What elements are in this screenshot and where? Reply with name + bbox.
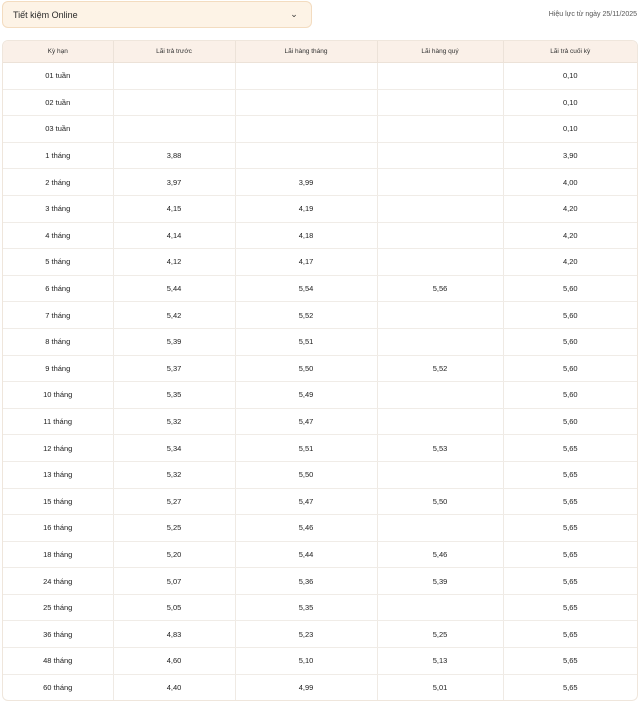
rate-cell: 4,60 — [113, 648, 235, 675]
rate-cell: 5,35 — [113, 382, 235, 409]
table-row — [3, 89, 637, 116]
term-cell: 03 tuần — [3, 116, 113, 143]
rate-cell — [377, 408, 503, 435]
rate-cell: 5,27 — [113, 488, 235, 515]
term-cell: 60 tháng — [3, 674, 113, 700]
term-cell: 8 tháng — [3, 328, 113, 355]
rate-cell — [377, 222, 503, 249]
rate-cell: 5,20 — [113, 541, 235, 568]
table-row — [3, 355, 637, 382]
term-cell: 25 tháng — [3, 594, 113, 621]
column-header: Lãi hàng tháng — [235, 41, 377, 63]
rate-cell: 0,10 — [503, 116, 637, 143]
rate-cell: 4,20 — [503, 195, 637, 222]
top-bar — [0, 0, 640, 40]
rate-cell: 0,10 — [503, 89, 637, 116]
rate-cell — [377, 328, 503, 355]
rate-cell: 5,65 — [503, 461, 637, 488]
term-cell: 12 tháng — [3, 435, 113, 462]
rate-cell: 5,35 — [235, 594, 377, 621]
rate-cell: 5,25 — [113, 515, 235, 542]
rate-cell: 4,12 — [113, 249, 235, 276]
rate-cell: 5,50 — [377, 488, 503, 515]
rate-cell: 5,44 — [113, 275, 235, 302]
rate-cell: 5,56 — [377, 275, 503, 302]
term-cell: 13 tháng — [3, 461, 113, 488]
rate-cell — [113, 63, 235, 90]
rate-cell — [377, 594, 503, 621]
rate-cell — [377, 195, 503, 222]
table-row — [3, 408, 637, 435]
table-row — [3, 116, 637, 143]
column-header: Kỳ hạn — [3, 41, 113, 63]
rate-cell: 5,53 — [377, 435, 503, 462]
term-cell: 15 tháng — [3, 488, 113, 515]
rate-cell: 4,83 — [113, 621, 235, 648]
rate-cell: 4,20 — [503, 222, 637, 249]
rate-cell: 5,46 — [377, 541, 503, 568]
rate-cell: 5,65 — [503, 541, 637, 568]
column-header: Lãi trả cuối kỳ — [503, 41, 637, 63]
rate-cell: 5,07 — [113, 568, 235, 595]
table-row — [3, 515, 637, 542]
rate-cell: 5,01 — [377, 674, 503, 700]
rate-cell: 5,23 — [235, 621, 377, 648]
term-cell: 3 tháng — [3, 195, 113, 222]
rate-cell: 4,20 — [503, 249, 637, 276]
table-row — [3, 328, 637, 355]
rate-cell — [377, 63, 503, 90]
rate-cell: 4,40 — [113, 674, 235, 700]
rate-cell: 5,44 — [235, 541, 377, 568]
term-cell: 1 tháng — [3, 142, 113, 169]
rate-cell: 5,39 — [113, 328, 235, 355]
table-row — [3, 541, 637, 568]
rate-cell: 5,34 — [113, 435, 235, 462]
rate-cell: 5,50 — [235, 461, 377, 488]
rate-cell — [235, 63, 377, 90]
term-cell: 9 tháng — [3, 355, 113, 382]
table-body — [3, 63, 637, 701]
term-cell: 16 tháng — [3, 515, 113, 542]
rate-cell — [377, 142, 503, 169]
rate-cell: 5,65 — [503, 621, 637, 648]
rate-cell: 5,10 — [235, 648, 377, 675]
rate-cell: 5,49 — [235, 382, 377, 409]
rate-cell — [235, 89, 377, 116]
rate-cell — [377, 302, 503, 329]
rate-cell: 5,60 — [503, 408, 637, 435]
rate-cell: 5,60 — [503, 275, 637, 302]
term-cell: 10 tháng — [3, 382, 113, 409]
rate-cell: 5,47 — [235, 408, 377, 435]
table-row — [3, 275, 637, 302]
rate-cell: 5,36 — [235, 568, 377, 595]
rate-cell: 4,99 — [235, 674, 377, 700]
rate-cell: 5,39 — [377, 568, 503, 595]
term-cell: 48 tháng — [3, 648, 113, 675]
table-row — [3, 594, 637, 621]
rate-cell: 5,60 — [503, 355, 637, 382]
rate-cell: 5,13 — [377, 648, 503, 675]
rate-cell: 5,32 — [113, 408, 235, 435]
rate-cell: 5,54 — [235, 275, 377, 302]
column-header: Lãi hàng quý — [377, 41, 503, 63]
rate-cell: 5,37 — [113, 355, 235, 382]
rate-cell — [377, 249, 503, 276]
rate-cell: 4,18 — [235, 222, 377, 249]
rate-cell: 5,42 — [113, 302, 235, 329]
rate-cell: 4,19 — [235, 195, 377, 222]
rate-cell: 5,25 — [377, 621, 503, 648]
table-row — [3, 674, 637, 700]
table-header-row — [3, 41, 637, 63]
rate-cell: 5,05 — [113, 594, 235, 621]
rate-cell — [377, 461, 503, 488]
rate-cell — [377, 169, 503, 196]
term-cell: 11 tháng — [3, 408, 113, 435]
interest-rate-table — [2, 40, 638, 701]
chevron-down-icon: ⌄ — [290, 9, 298, 19]
term-cell: 2 tháng — [3, 169, 113, 196]
rate-cell: 3,90 — [503, 142, 637, 169]
rate-cell: 4,14 — [113, 222, 235, 249]
rate-cell: 3,97 — [113, 169, 235, 196]
table-row — [3, 435, 637, 462]
table-row — [3, 621, 637, 648]
term-cell: 5 tháng — [3, 249, 113, 276]
rate-cell: 5,51 — [235, 328, 377, 355]
table-row — [3, 195, 637, 222]
table-row — [3, 302, 637, 329]
rate-cell: 5,47 — [235, 488, 377, 515]
rate-cell: 5,60 — [503, 382, 637, 409]
rate-cell: 5,51 — [235, 435, 377, 462]
rate-cell: 5,65 — [503, 568, 637, 595]
rate-cell: 5,65 — [503, 515, 637, 542]
table-row — [3, 63, 637, 90]
rate-cell — [235, 142, 377, 169]
term-cell: 36 tháng — [3, 621, 113, 648]
rate-cell — [377, 89, 503, 116]
term-cell: 7 tháng — [3, 302, 113, 329]
rate-cell: 5,32 — [113, 461, 235, 488]
rate-cell: 5,60 — [503, 302, 637, 329]
table-row — [3, 382, 637, 409]
rate-cell — [377, 116, 503, 143]
product-select[interactable] — [2, 1, 312, 28]
rate-cell — [235, 116, 377, 143]
table-row — [3, 568, 637, 595]
table-row — [3, 222, 637, 249]
rate-cell — [377, 515, 503, 542]
rate-cell: 5,65 — [503, 648, 637, 675]
rate-cell: 4,00 — [503, 169, 637, 196]
rate-cell: 5,65 — [503, 488, 637, 515]
rate-cell: 5,65 — [503, 435, 637, 462]
rate-cell: 4,17 — [235, 249, 377, 276]
rate-cell: 3,88 — [113, 142, 235, 169]
term-cell: 6 tháng — [3, 275, 113, 302]
table-row — [3, 249, 637, 276]
rate-cell: 5,52 — [235, 302, 377, 329]
rate-cell: 0,10 — [503, 63, 637, 90]
table-row — [3, 648, 637, 675]
rate-cell: 5,52 — [377, 355, 503, 382]
rate-cell: 5,65 — [562, 682, 578, 692]
table-row — [3, 142, 637, 169]
column-header: Lãi trả trước — [113, 41, 235, 63]
term-cell: 4 tháng — [3, 222, 113, 249]
term-cell: 01 tuần — [3, 63, 113, 90]
table-row — [3, 461, 637, 488]
rate-cell: 5,65 — [503, 594, 637, 621]
term-cell: 02 tuần — [3, 89, 113, 116]
rate-cell — [113, 89, 235, 116]
table-row — [3, 169, 637, 196]
rate-cell: 5,46 — [235, 515, 377, 542]
rate-cell — [113, 116, 235, 143]
product-select-label: Tiết kiệm Online — [13, 9, 78, 20]
table-row — [3, 488, 637, 515]
term-cell: 18 tháng — [3, 541, 113, 568]
effective-date: Hiệu lực từ ngày 25/11/2025 — [548, 11, 637, 18]
term-cell: 24 tháng — [3, 568, 113, 595]
rate-cell: 4,15 — [113, 195, 235, 222]
rate-cell: 5,60 — [503, 328, 637, 355]
rate-cell — [377, 382, 503, 409]
rate-cell: 5,50 — [235, 355, 377, 382]
rate-cell: 3,99 — [235, 169, 377, 196]
